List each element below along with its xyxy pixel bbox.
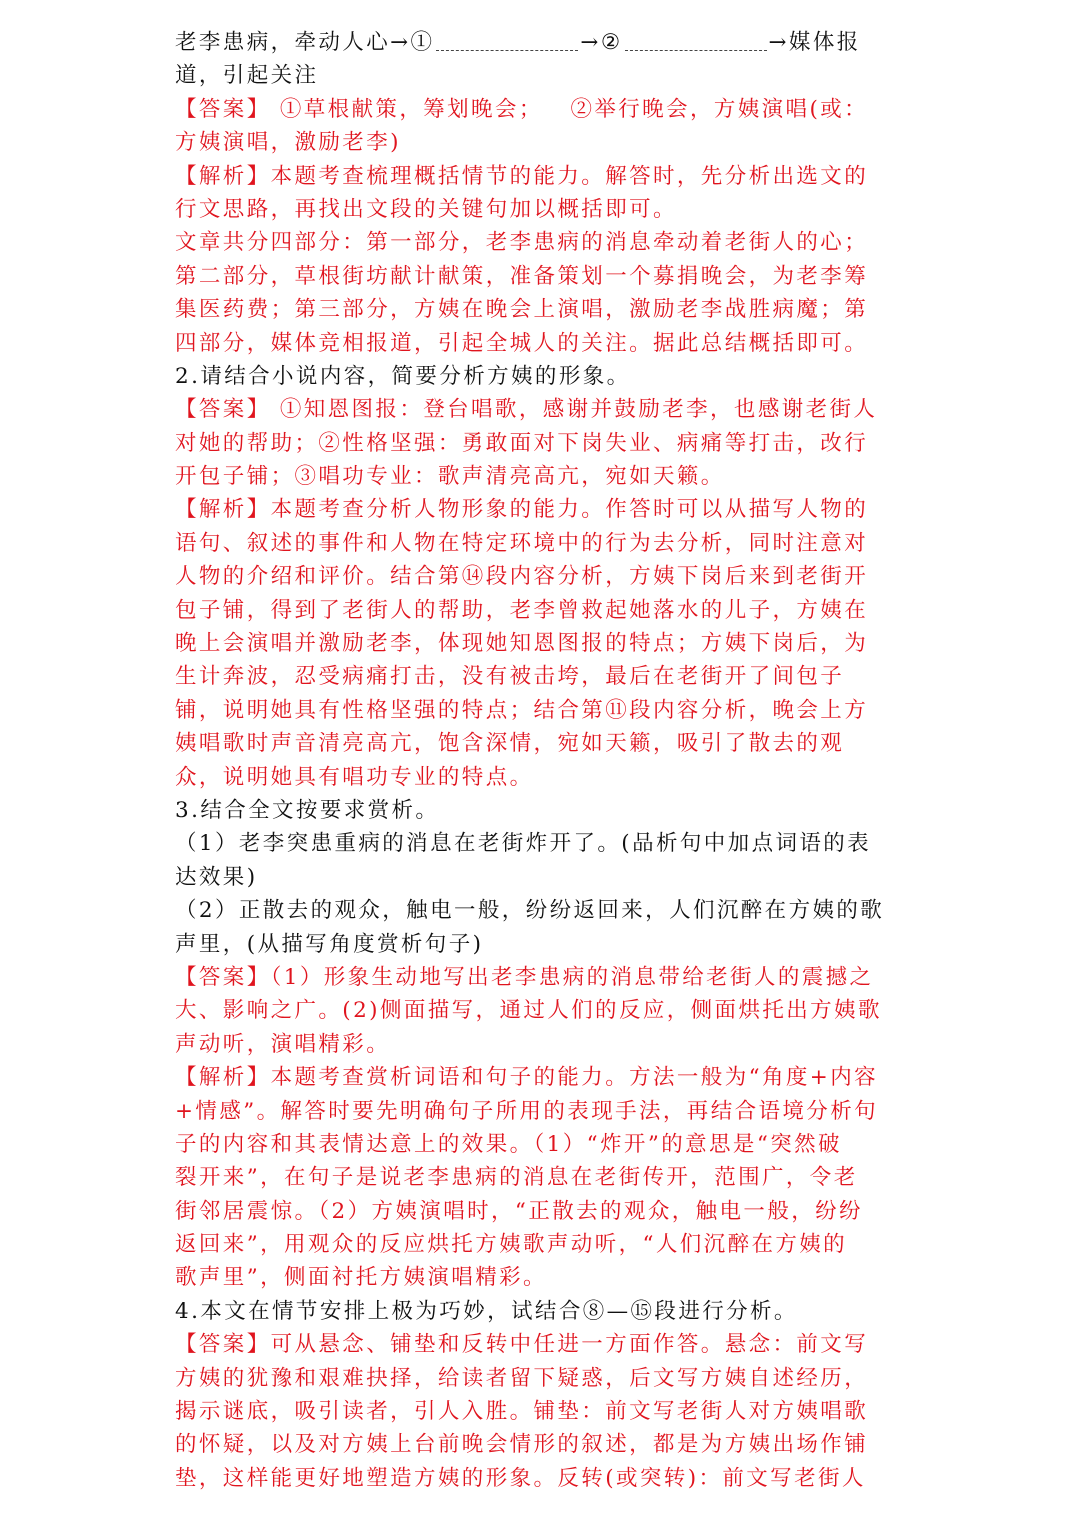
q2-answer-line: 【答案】 ①知恩图报：登台唱歌，感谢并鼓励老李，也感谢老街人 [175, 397, 878, 423]
document-page [175, 26, 905, 1495]
q2-analysis-line: 晚上会演唱并激励老李，体现她知恩图报的特点；方姨下岗后，为 [175, 631, 869, 657]
q1-analysis-line: 集医药费；第三部分，方姨在晚会上演唱，激励老李战胜病魔；第 [175, 297, 869, 323]
q3-answer-line: 大、影响之广。(2)侧面描写，通过人们的反应，侧面烘托出方姨歌 [175, 998, 882, 1024]
q2-analysis-line: 【解析】本题考查分析人物形象的能力。作答时可以从描写人物的 [175, 497, 869, 523]
q2-analysis-line: 语句、叙述的事件和人物在特定环境中的行为去分析，同时注意对 [175, 530, 869, 556]
q3-question-line: 声里，(从描写角度赏析句子) [175, 931, 484, 957]
q1-prompt-text: 老李患病，牵动人心→① [175, 30, 435, 55]
q1-answer-line: 方姨演唱，激励老李) [175, 130, 401, 156]
q4-answer-line: 揭示谜底，吸引读者，引人入胜。铺垫：前文写老街人对方姨唱歌 [175, 1399, 869, 1425]
q1-prompt-line2: 道，引起关注 [175, 63, 319, 89]
q1-prompt-arrow: →② [580, 30, 623, 55]
q2-analysis-line: 铺，说明她具有性格坚强的特点；结合第⑪段内容分析，晚会上方 [175, 697, 869, 723]
q2-analysis-line: 姨唱歌时声音清亮高亢，饱含深情，宛如天籁，吸引了散去的观 [175, 731, 845, 757]
q3-analysis-line: 歌声里”，侧面衬托方姨演唱精彩。 [175, 1265, 547, 1291]
q4-answer-line: 垫，这样能更好地塑造方姨的形象。反转(或突转)：前文写老街人 [175, 1465, 866, 1491]
q3-answer-line: 声动听，演唱精彩。 [175, 1031, 391, 1057]
q1-analysis-line: 【解析】本题考查梳理概括情节的能力。解答时，先分析出选文的 [175, 163, 869, 189]
answer-blank-2 [625, 28, 767, 51]
q2-answer-line: 开包子铺；③唱功专业：歌声清亮高亢，宛如天籁。 [175, 464, 725, 490]
q3-analysis-line: 【解析】本题考查赏析词语和句子的能力。方法一般为“角度+内容 [175, 1065, 879, 1091]
q2-question: 2.请结合小说内容，简要分析方姨的形象。 [175, 363, 631, 389]
q4-answer-line: 【答案】可从悬念、铺垫和反转中任进一方面作答。悬念：前文写 [175, 1332, 869, 1358]
q3-answer-line: 【答案】（1）形象生动地写出老李患病的消息带给老街人的震撼之 [175, 964, 874, 990]
q2-analysis-line: 人物的介绍和评价。结合第⑭段内容分析，方姨下岗后来到老街开 [175, 564, 869, 590]
q3-analysis-line: +情感”。解答时要先明确句子所用的表现手法，再结合语境分析句 [175, 1098, 879, 1124]
answer-blank-1 [436, 28, 578, 51]
q3-analysis-line: 返回来”，用观众的反应烘托方姨歌声动听，“人们沉醉在方姨的 [175, 1232, 848, 1258]
q1-analysis-line: 四部分，媒体竞相报道，引起全城人的关注。据此总结概括即可。 [175, 330, 869, 356]
q2-answer-line: 对她的帮助；②性格坚强：勇敢面对下岗失业、病痛等打击，改行 [175, 430, 869, 456]
q1-analysis-line: 行文思路，再找出文段的关键句加以概括即可。 [175, 196, 677, 222]
q1-analysis-line: 第二部分，草根街坊献计献策，准备策划一个募捐晚会，为老李筹 [175, 263, 869, 289]
q4-answer-line: 的怀疑，以及对方姨上台前晚会情形的叙述，都是为方姨出场作铺 [175, 1432, 869, 1458]
q3-question-line: 3.结合全文按要求赏析。 [175, 797, 440, 823]
q3-question-line: 达效果) [175, 864, 258, 890]
q2-analysis-line: 生计奔波，忍受病痛打击，没有被击垮，最后在老街开了间包子 [175, 664, 845, 690]
q1-prompt-line1 [175, 26, 905, 59]
q3-analysis-line: 街邻居震惊。（2）方姨演唱时，“正散去的观众，触电一般，纷纷 [175, 1198, 863, 1224]
q1-analysis-line: 文章共分四部分：第一部分，老李患病的消息牵动着老街人的心； [175, 230, 869, 256]
q3-analysis-line: 子的内容和其表情达意上的效果。（1）“炸开”的意思是“突然破 [175, 1131, 842, 1157]
q4-answer-line: 方姨的犹豫和艰难抉择，给读者留下疑惑，后文写方姨自述经历， [175, 1365, 869, 1391]
q1-prompt-end: →媒体报 [768, 30, 861, 55]
q2-analysis-line: 众，说明她具有唱功专业的特点。 [175, 764, 534, 790]
q3-question-line: （1）老李突患重病的消息在老街炸开了。(品析句中加点词语的表 [175, 831, 872, 857]
q3-analysis-line: 裂开来”，在句子是说老李患病的消息在老街传开，范围广，令老 [175, 1165, 858, 1191]
q2-analysis-line: 包子铺，得到了老街人的帮助，老李曾救起她落水的儿子，方姨在 [175, 597, 869, 623]
q3-question-line: （2）正散去的观众，触电一般，纷纷返回来，人们沉醉在方姨的歌 [175, 898, 885, 924]
q4-question: 4.本文在情节安排上极为巧妙，试结合⑧—⑮段进行分析。 [175, 1298, 798, 1324]
q1-answer-line: 【答案】 ①草根献策，筹划晚会； ②举行晚会，方姨演唱(或： [175, 96, 869, 122]
